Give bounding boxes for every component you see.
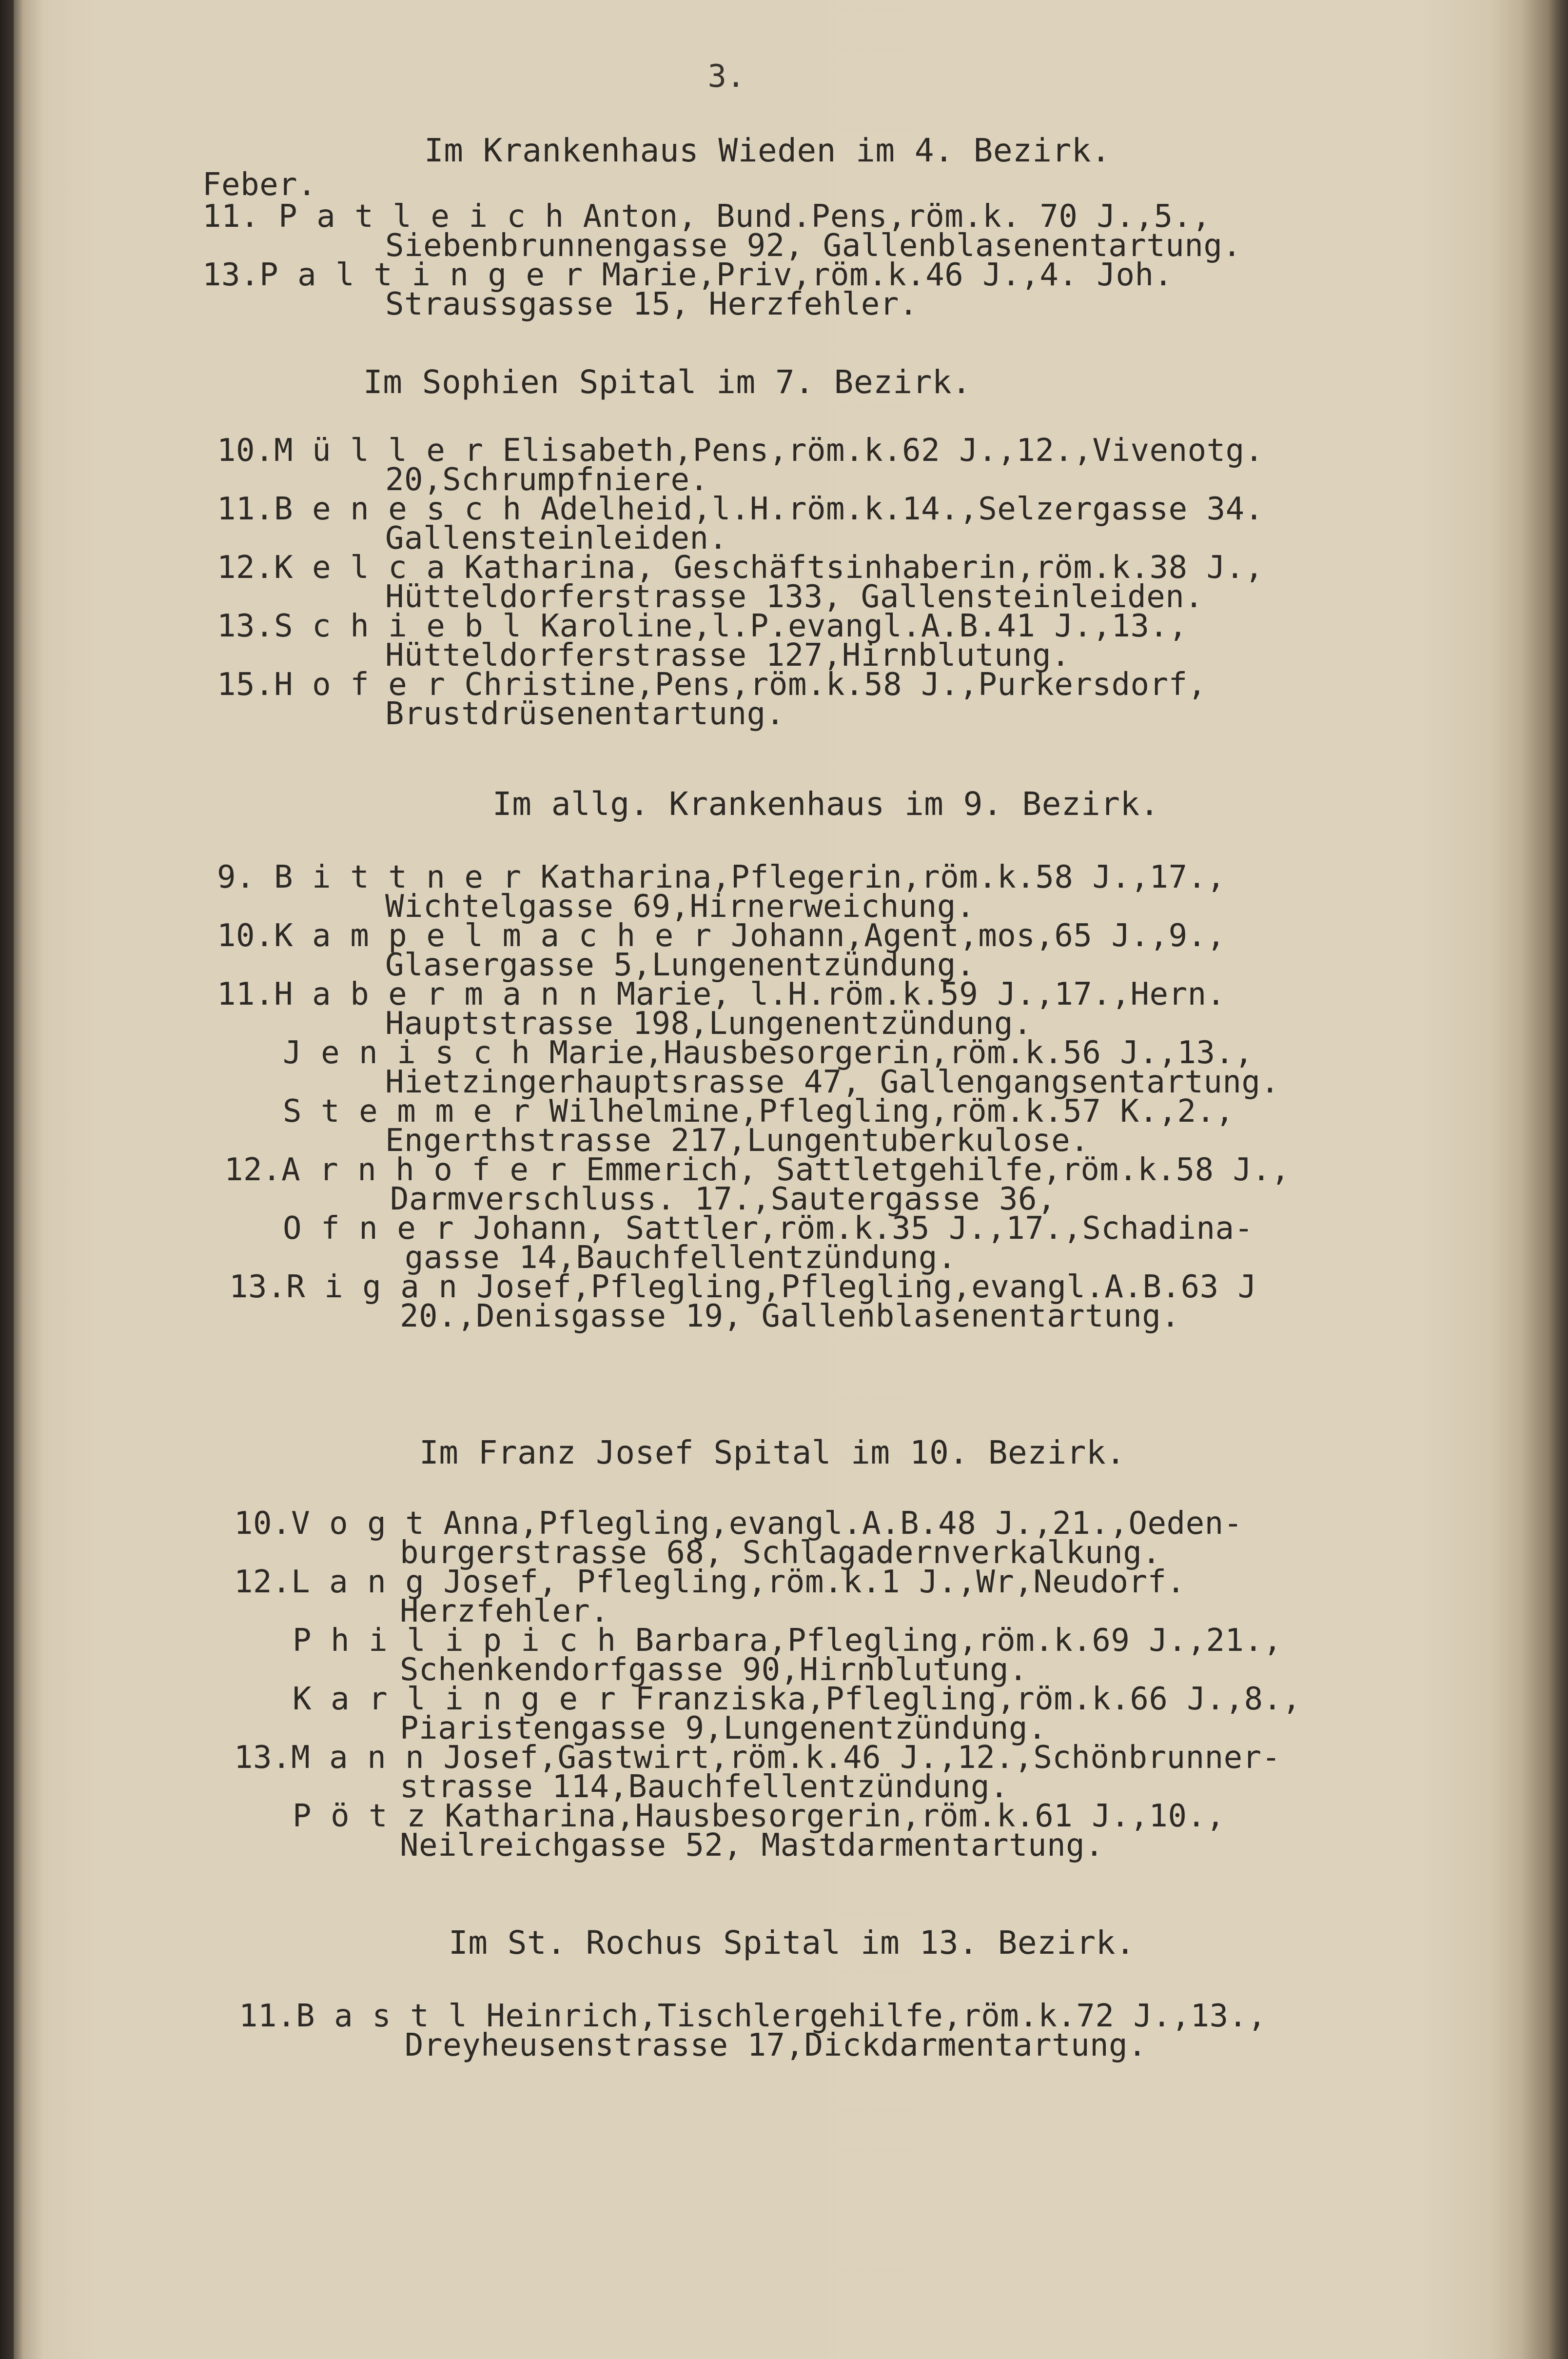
entry-continuation: Herzfehler. — [400, 1593, 609, 1629]
entry-continuation: Piaristengasse 9,Lungenentzündung. — [400, 1710, 1047, 1746]
entry-continuation: Hütteldorferstrasse 127,Hirnblutung. — [385, 637, 1071, 674]
section-heading-rochus: Im St. Rochus Spital im 13. Bezirk. — [449, 1924, 1136, 1962]
entry-line: S t e m m e r Wilhelmine,Pflegling,röm.k.57 K.,2., — [283, 1093, 1235, 1130]
entry-line: 12.K e l c a Katharina, Geschäftsinhaberin,röm.k.38 J., — [217, 550, 1264, 586]
entry-continuation: Brustdrüsenentartung. — [385, 696, 785, 732]
entry-continuation: 20.,Denisgasse 19, Gallenblasenentartung. — [400, 1298, 1180, 1334]
entry-line: 10.K a m p e l m a c h e r Johann,Agent,mos,65 J.,9., — [217, 918, 1226, 954]
binding-edge — [0, 0, 14, 2359]
entry-continuation: Hütteldorferstrasse 133, Gallensteinleiden. — [385, 579, 1204, 615]
entry-line: 11. P a t l e i c h Anton, Bund.Pens,röm.k. 70 J.,5., — [202, 198, 1211, 235]
entry-continuation: Wichtelgasse 69,Hirnerweichung. — [385, 889, 975, 925]
entry-line: P ö t z Katharina,Hausbesorgerin,röm.k.61 J.,10., — [293, 1798, 1225, 1834]
entry-line: 13.M a n n Josef,Gastwirt,röm.k.46 J.,12.,Schönbrunner- — [234, 1740, 1281, 1776]
entry-line: 13.P a l t i n g e r Marie,Priv,röm.k.46 J.,4. Joh. — [202, 257, 1173, 293]
page-number: 3. — [707, 59, 745, 95]
entry-continuation: Darmverschluss. 17.,Sautergasse 36, — [390, 1181, 1057, 1217]
entry-line: 12.A r n h o f e r Emmerich, Sattletgehilfe,röm.k.58 J., — [224, 1152, 1290, 1188]
entry-line: 9. B i t t n e r Katharina,Pflegerin,röm.k.58 J.,17., — [217, 859, 1226, 895]
entry-line: 11.H a b e r m a n n Marie, l.H.röm.k.59 J.,17.,Hern. — [217, 976, 1226, 1012]
entry-line: O f n e r Johann, Sattler,röm.k.35 J.,17.,Schadina- — [283, 1210, 1254, 1247]
entry-continuation: Glasergasse 5,Lungenentzündung. — [385, 947, 975, 983]
entry-continuation: strasse 114,Bauchfellentzündung. — [400, 1769, 1009, 1805]
entry-line: 12.L a n g Josef, Pflegling,röm.k.1 J.,Wr,Neudorf. — [234, 1564, 1186, 1600]
entry-continuation: Siebenbrunnengasse 92, Gallenblasenentartung. — [385, 228, 1242, 264]
page-edge-shadow — [1548, 0, 1568, 2359]
entry-continuation: Hauptstrasse 198,Lungenentzündung. — [385, 1006, 1033, 1042]
entry-line: 11.B a s t l Heinrich,Tischlergehilfe,röm.k.72 J.,13., — [239, 1998, 1267, 2034]
entry-continuation: Dreyheusenstrasse 17,Dickdarmentartung. — [405, 2027, 1147, 2063]
section-heading-wieden: Im Krankenhaus Wieden im 4. Bezirk. — [424, 132, 1111, 169]
entry-line: P h i l i p i c h Barbara,Pflegling,röm.k.69 J.,21., — [293, 1623, 1282, 1659]
section-heading-allg: Im allg. Krankenhaus im 9. Bezirk. — [492, 785, 1160, 823]
month-label: Feber. — [202, 167, 317, 203]
entry-line: K a r l i n g e r Franziska,Pflegling,röm.k.66 J.,8., — [293, 1681, 1301, 1717]
entry-line: J e n i s c h Marie,Hausbesorgerin,röm.k.56 J.,13., — [283, 1035, 1254, 1071]
entry-line: 10.M ü l l e r Elisabeth,Pens,röm.k.62 J.,12.,Vivenotg. — [217, 433, 1264, 469]
entry-continuation: gasse 14,Bauchfellentzündung. — [405, 1240, 957, 1276]
entry-continuation: Schenkendorfgasse 90,Hirnblutung. — [400, 1652, 1028, 1688]
entry-line: 13.S c h i e b l Karoline,l.P.evangl.A.B.41 J.,13., — [217, 608, 1188, 644]
entry-continuation: Engerthstrasse 217,Lungentuberkulose. — [385, 1123, 1090, 1159]
section-heading-sophien: Im Sophien Spital im 7. Bezirk. — [363, 363, 972, 401]
entry-line: 13.R i g a n Josef,Pflegling,Pflegling,evangl.A.B.63 J — [229, 1269, 1257, 1305]
entry-continuation: Straussgasse 15, Herzfehler. — [385, 286, 918, 322]
section-heading-franz-josef: Im Franz Josef Spital im 10. Bezirk. — [419, 1434, 1126, 1471]
entry-line: 15.H o f e r Christine,Pens,röm.k.58 J.,Purkersdorf, — [217, 667, 1207, 703]
entry-continuation: Hietzingerhauptsrasse 47, Gallengangsentartung. — [385, 1064, 1280, 1100]
entry-continuation: Gallensteinleiden. — [385, 520, 728, 556]
entry-continuation: Neilreichgasse 52, Mastdarmentartung. — [400, 1827, 1104, 1863]
entry-line: 11.B e n e s c h Adelheid,l.H.röm.k.14.,Selzergasse 34. — [217, 491, 1264, 527]
entry-continuation: 20,Schrumpfniere. — [385, 462, 709, 498]
entry-line: 10.V o g t Anna,Pflegling,evangl.A.B.48 J.,21.,Oeden- — [234, 1506, 1243, 1542]
entry-continuation: burgerstrasse 68, Schlagadernverkalkung. — [400, 1535, 1161, 1571]
